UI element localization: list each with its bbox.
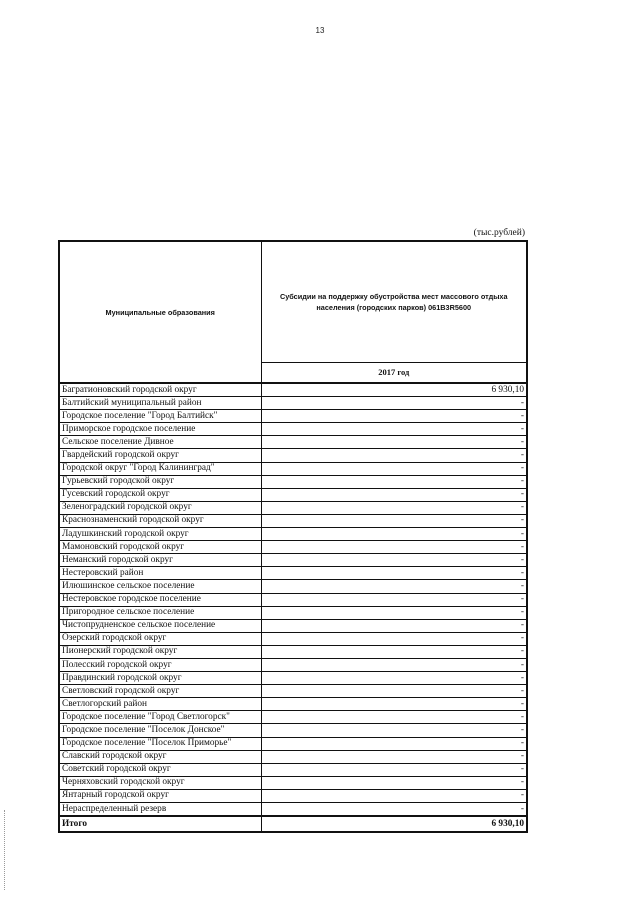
municipality-name: Черняховский городской округ [59,776,261,789]
table-row [59,698,527,711]
table-row [59,619,527,632]
municipality-name: Правдинский городской округ [59,672,261,685]
municipality-name: Славский городской округ [59,750,261,763]
subsidy-value: - [261,475,527,488]
municipality-name: Краснознаменский городской округ [59,514,261,527]
subsidy-value: - [261,776,527,789]
table-row [59,397,527,410]
municipality-name: Городское поселение "Поселок Приморье" [59,737,261,750]
table-row [59,554,527,567]
subsidy-value: - [261,423,527,436]
table-body [59,241,527,832]
subsidy-value: - [261,528,527,541]
subsidy-value: - [261,436,527,449]
municipality-name: Советский городской округ [59,763,261,776]
table-row [59,632,527,645]
subsidy-value: - [261,567,527,580]
subsidy-value: - [261,750,527,763]
municipality-name: Неманский городской округ [59,554,261,567]
table-row [59,645,527,658]
municipality-name: Городское поселение "Поселок Донское" [59,724,261,737]
table-row [59,488,527,501]
municipality-name: Ладушкинский городской округ [59,528,261,541]
table-row [59,541,527,554]
table-row [59,383,527,397]
municipality-name: Сельское поселение Дивное [59,436,261,449]
header-municipalities: Муниципальные образования [59,241,261,383]
table-row [59,658,527,671]
table-row [59,750,527,763]
subsidy-value: - [261,724,527,737]
municipality-name: Чистопрудненское сельское поселение [59,619,261,632]
municipality-name: Балтийский муниципальный район [59,397,261,410]
subsidy-value: - [261,789,527,802]
municipality-name: Городской округ "Город Калининград" [59,462,261,475]
municipality-name: Полесский городской округ [59,658,261,671]
table-row [59,606,527,619]
municipality-name: Светлогорский район [59,698,261,711]
municipality-name: Пригородное сельское поселение [59,606,261,619]
header-year: 2017 год [261,362,527,383]
table-row [59,593,527,606]
municipality-name: Нестеровское городское поселение [59,593,261,606]
table-row [59,423,527,436]
subsidy-value: - [261,632,527,645]
subsidy-value: - [261,449,527,462]
table-row [59,711,527,724]
municipality-name: Пионерский городской округ [59,645,261,658]
table-row [59,501,527,514]
subsidy-value: - [261,803,527,817]
subsidy-value: - [261,410,527,423]
table-row [59,803,527,817]
total-row [59,816,527,832]
subsidy-value: - [261,619,527,632]
margin-mark [4,810,6,890]
subsidy-value: - [261,541,527,554]
municipality-name: Светловский городской округ [59,685,261,698]
table-row [59,449,527,462]
municipality-name: Приморское городское поселение [59,423,261,436]
units-label: (тыс.рублей) [473,228,525,238]
table-row [59,410,527,423]
subsidy-value: 6 930,10 [261,383,527,397]
subsidy-value: - [261,645,527,658]
subsidy-table [58,240,528,833]
subsidy-value: - [261,685,527,698]
subsidy-value: - [261,737,527,750]
total-label: Итого [59,816,261,832]
table-row [59,763,527,776]
page-number: 13 [315,26,325,35]
subsidy-value: - [261,462,527,475]
subsidy-value: - [261,397,527,410]
subsidy-value: - [261,698,527,711]
subsidy-value: - [261,763,527,776]
table-row [59,514,527,527]
municipality-name: Илюшинское сельское поселение [59,580,261,593]
table-row [59,436,527,449]
subsidy-value: - [261,488,527,501]
table-row [59,776,527,789]
subsidy-value: - [261,672,527,685]
subsidy-value: - [261,658,527,671]
municipality-name: Нестеровский район [59,567,261,580]
municipality-name: Городское поселение "Город Балтийск" [59,410,261,423]
subsidy-value: - [261,593,527,606]
subsidy-value: - [261,554,527,567]
municipality-name: Гвардейский городской округ [59,449,261,462]
table-row [59,567,527,580]
table-row [59,475,527,488]
municipality-name: Зеленоградский городской округ [59,501,261,514]
header-row [59,241,527,362]
subsidy-value: - [261,711,527,724]
header-subsidy: Субсидии на поддержку обустройства мест массового отдыха населения (городских парков) 061В3R5600 [261,241,527,362]
subsidy-value: - [261,580,527,593]
table-row [59,789,527,802]
municipality-name: Гусевский городской округ [59,488,261,501]
table-row [59,685,527,698]
total-value: 6 930,10 [261,816,527,832]
municipality-name: Нераспределенный резерв [59,803,261,817]
table-row [59,724,527,737]
table-row [59,528,527,541]
subsidy-value: - [261,501,527,514]
municipality-name: Озерский городской округ [59,632,261,645]
table-row [59,580,527,593]
table-row [59,737,527,750]
subsidy-value: - [261,606,527,619]
municipality-name: Гурьевский городской округ [59,475,261,488]
municipality-name: Городское поселение "Город Светлогорск" [59,711,261,724]
municipality-name: Багратионовский городской округ [59,383,261,397]
municipality-name: Янтарный городской округ [59,789,261,802]
table-row [59,672,527,685]
subsidy-value: - [261,514,527,527]
table-row [59,462,527,475]
municipality-name: Мамоновский городской округ [59,541,261,554]
